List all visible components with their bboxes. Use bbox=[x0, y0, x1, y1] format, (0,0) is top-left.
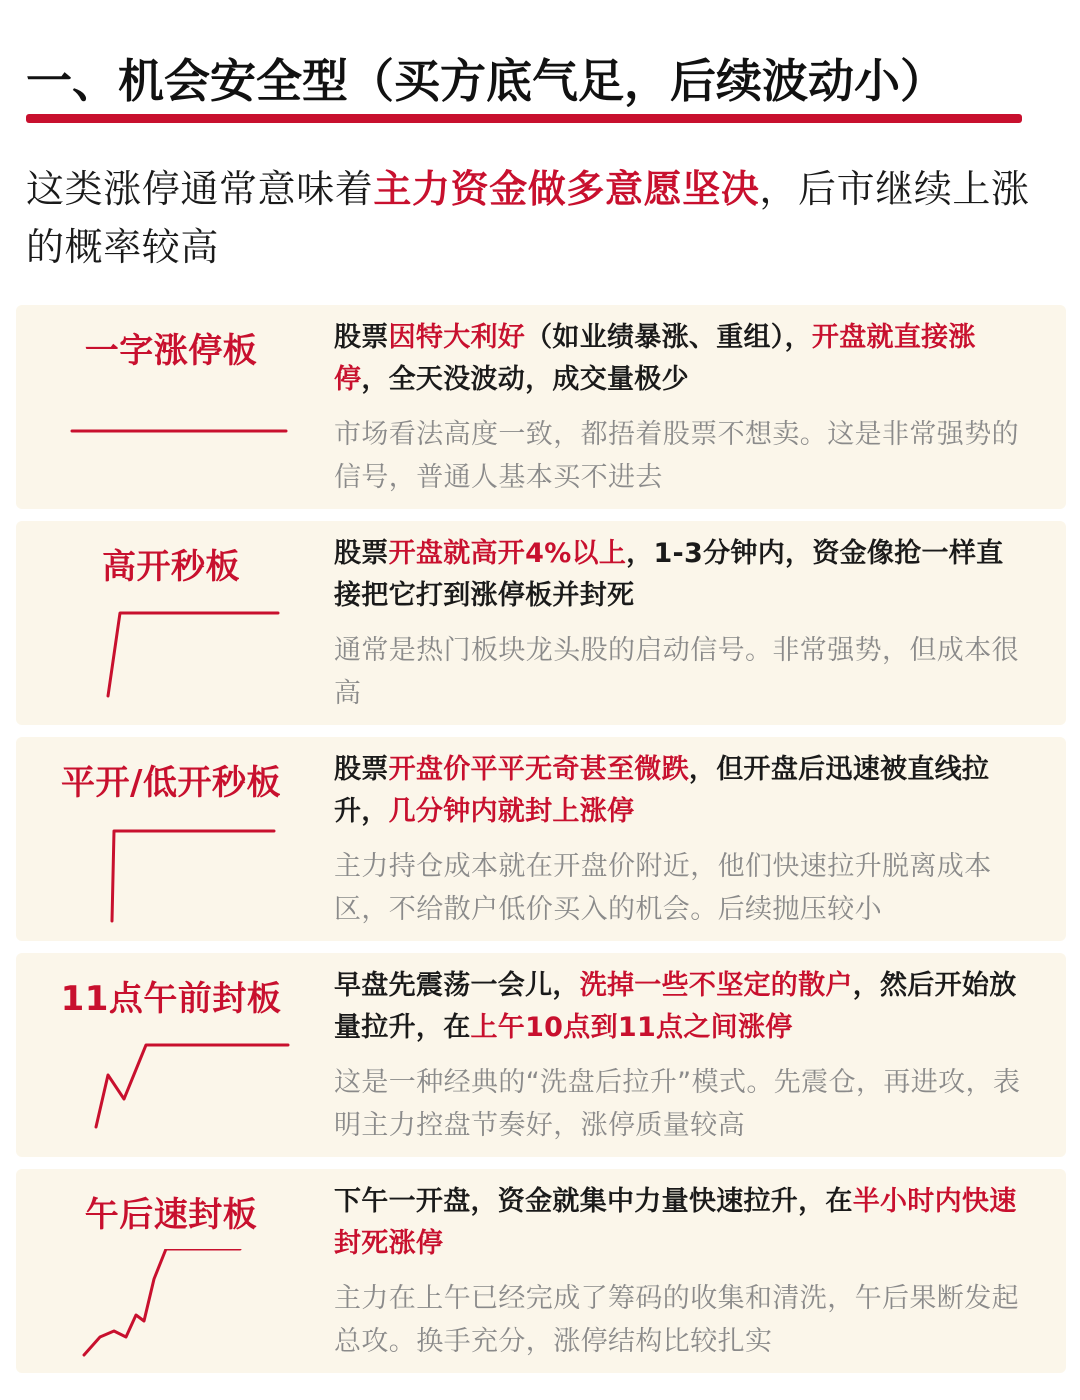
card-note: 市场看法高度一致，都捂着股票不想卖。这是非常强势的信号，普通人基本买不进去 bbox=[334, 419, 1019, 493]
card-title: 一字涨停板 bbox=[84, 331, 258, 371]
card-note: 主力在上午已经完成了筹码的收集和清洗，午后果断发起总攻。换手充分，涨停结构比较扎实 bbox=[334, 1283, 1019, 1357]
card-high-open-board bbox=[16, 521, 1066, 725]
desc-highlight: 开盘就高开4%以上 bbox=[388, 538, 627, 569]
intro-text-end: ，后市继续上涨的概率较高 bbox=[26, 167, 1030, 269]
desc-segment: ，但开盘后迅速被直线拉升， bbox=[334, 754, 990, 827]
card-afternoon-board bbox=[16, 1169, 1066, 1373]
card-description bbox=[334, 749, 1024, 833]
desc-highlight: 上午10点到11点之间涨停 bbox=[470, 1012, 793, 1043]
desc-segment: 股票 bbox=[334, 538, 389, 569]
desc-segment: ，全天没波动，成交量极少 bbox=[361, 364, 689, 395]
page-title: 一、机会安全型（买方底气足，后续波动小） bbox=[26, 54, 946, 108]
card-before-noon-board bbox=[16, 953, 1066, 1157]
zigzag-rise-chart-icon bbox=[56, 1033, 296, 1143]
card-flat-open-board bbox=[16, 737, 1066, 941]
desc-highlight: 因特大利好 bbox=[388, 322, 526, 353]
card-description bbox=[334, 533, 1024, 617]
afternoon-rise-chart-icon bbox=[56, 1249, 296, 1359]
card-note: 这是一种经典的“洗盘后拉升”模式。先震仓，再进攻，表明主力控盘节奏好，涨停质量较高 bbox=[334, 1067, 1021, 1141]
high-open-chart-icon bbox=[56, 601, 296, 711]
title-underline bbox=[26, 114, 1022, 123]
desc-segment: 股票 bbox=[334, 322, 389, 353]
card-description bbox=[334, 1181, 1024, 1265]
desc-highlight: 开盘价平平无奇甚至微跌 bbox=[388, 754, 689, 785]
card-note: 通常是热门板块龙头股的启动信号。非常强势，但成本很高 bbox=[334, 635, 1019, 709]
card-limit-up-board bbox=[16, 305, 1066, 509]
card-title: 午后速封板 bbox=[84, 1195, 258, 1235]
desc-highlight: 洗掉一些不坚定的散户 bbox=[579, 970, 853, 1001]
desc-segment: （如业绩暴涨、重组）， bbox=[525, 322, 812, 353]
card-note: 主力持仓成本就在开盘价附近，他们快速拉升脱离成本区，不给散户低价买入的机会。后续抛压较小 bbox=[334, 851, 992, 925]
card-title: 11点午前封板 bbox=[60, 979, 282, 1019]
desc-highlight: 几分钟内就封上涨停 bbox=[388, 796, 635, 827]
flat-open-chart-icon bbox=[56, 817, 296, 927]
desc-highlight: 半小时内快速封死涨停 bbox=[334, 1186, 1017, 1259]
intro-highlight: 主力资金做多意愿坚决 bbox=[373, 167, 760, 211]
desc-segment: ，然后开始放量拉升，在 bbox=[334, 970, 1017, 1043]
desc-segment: 早盘先震荡一会儿， bbox=[334, 970, 580, 1001]
intro-text: 这类涨停通常意味着 bbox=[26, 167, 374, 211]
intro-paragraph bbox=[26, 160, 1056, 276]
desc-segment: ，1-3分钟内，资金像抢一样直接把它打到涨停板并封死 bbox=[334, 538, 1004, 611]
desc-highlight: 开盘就直接涨停 bbox=[334, 322, 976, 395]
desc-segment: 下午一开盘，资金就集中力量快速拉升，在 bbox=[334, 1186, 853, 1217]
flat-line-chart-icon bbox=[56, 385, 296, 495]
card-description bbox=[334, 965, 1024, 1049]
desc-segment: 股票 bbox=[334, 754, 389, 785]
card-title: 高开秒板 bbox=[102, 547, 240, 587]
card-title: 平开/低开秒板 bbox=[61, 763, 281, 803]
card-description bbox=[334, 317, 1024, 401]
